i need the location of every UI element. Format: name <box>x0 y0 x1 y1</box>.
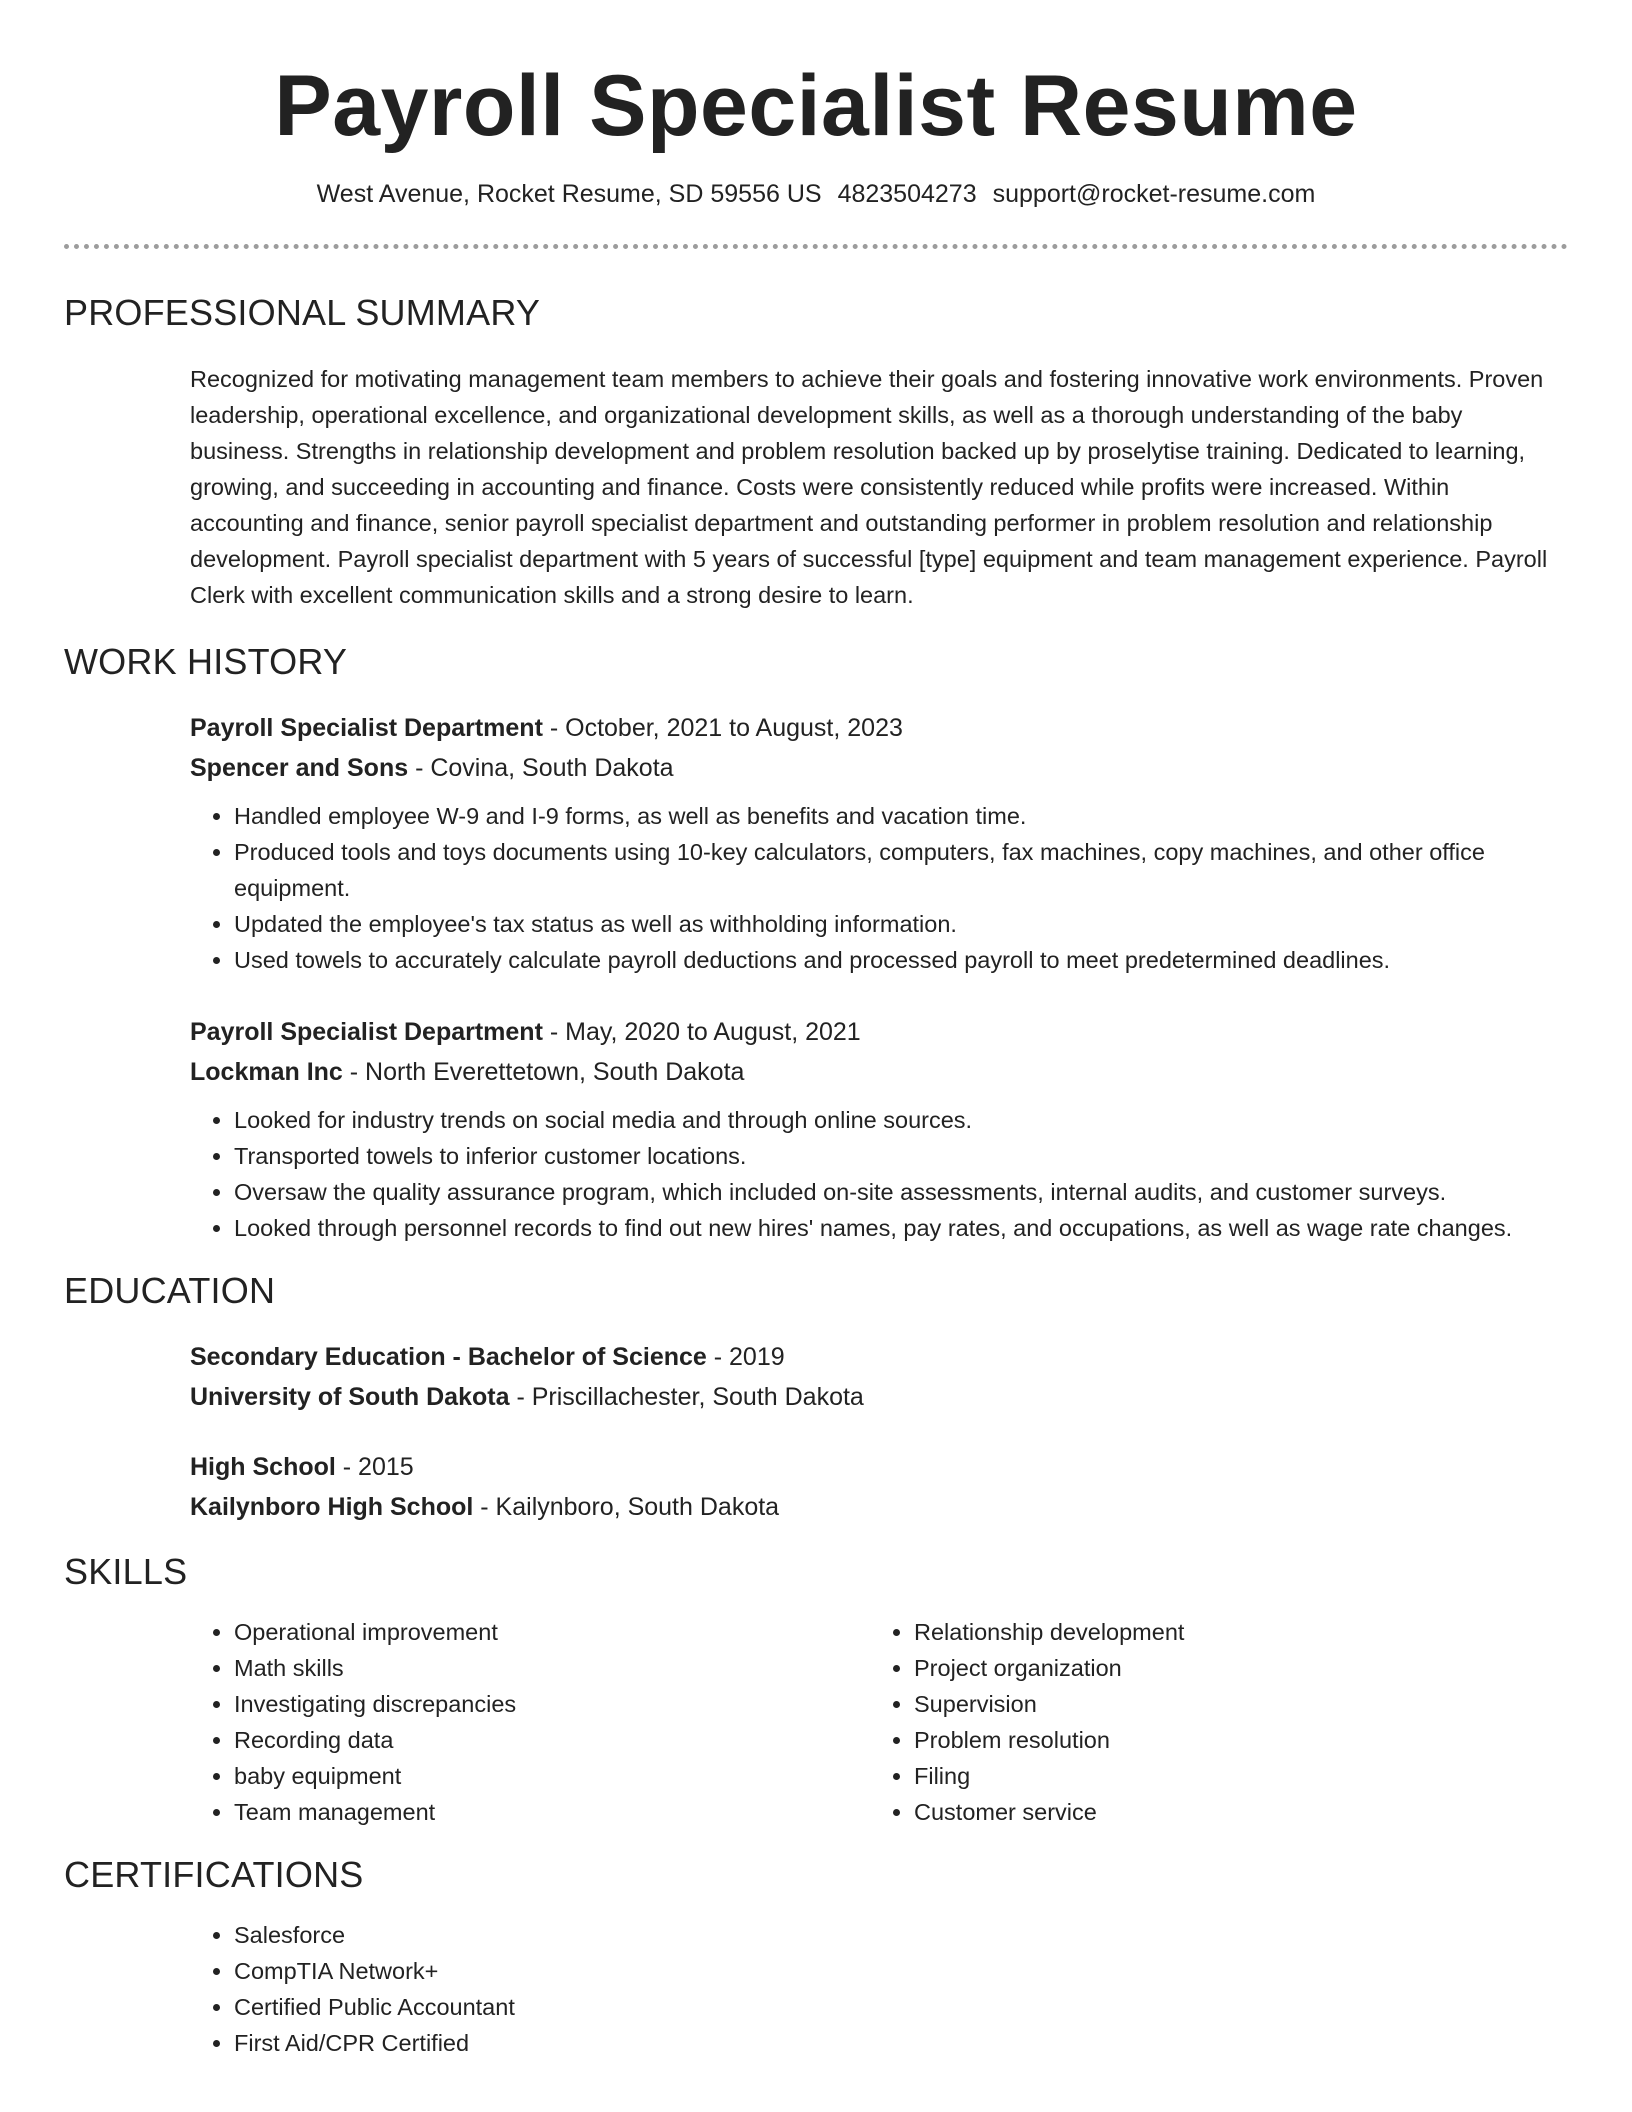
job-title-line <box>190 1012 1568 1052</box>
summary-paragraph: Recognized for motivating management team members to achieve their goals and fostering innovative work environments. Proven leadership, operational excellence, and organizational development skills, as well as a thorough understanding of the baby business. Strengths in relationship development and problem resolution backed up by proselytise training. Dedicated to learning, growing, and succeeding in accounting and finance. Costs were consistently reduced while profits were increased. Within accounting and finance, senior payroll specialist department and outstanding performer in problem resolution and relationship development. Payroll specialist department with 5 years of successful [type] equipment and team management experience. Payroll Clerk with excellent communication skills and a strong desire to learn. <box>190 366 1548 608</box>
section-heading-skills: SKILLS <box>64 1551 188 1592</box>
list-item: • Produced tools and toys documents using 10-key calculators, computers, fax machines, copy machines, and other office equipment. <box>234 834 1568 906</box>
list-item: • Supervision <box>914 1686 1550 1722</box>
job-title: Payroll Specialist Department <box>190 1018 543 1046</box>
job-title-line <box>190 708 1568 748</box>
contact-phone: 4823504273 <box>837 180 977 208</box>
page-title: Payroll Specialist Resume <box>274 58 1358 154</box>
certifications-block <box>190 1917 1568 2061</box>
section-heading-certifications: CERTIFICATIONS <box>64 1854 364 1895</box>
skills-list-left <box>190 1614 870 1830</box>
list-item: • Filing <box>914 1758 1550 1794</box>
school-line <box>190 1487 1568 1527</box>
education-entry <box>190 1447 1568 1527</box>
graduation-year: - 2015 <box>335 1453 414 1481</box>
degree: High School <box>190 1453 336 1481</box>
list-item: • Relationship development <box>914 1614 1550 1650</box>
list-item: • Math skills <box>234 1650 870 1686</box>
contact-line <box>64 178 1568 210</box>
school-line <box>190 1377 1568 1417</box>
list-item: • Salesforce <box>234 1917 1568 1953</box>
list-item: • baby equipment <box>234 1758 870 1794</box>
school-name: University of South Dakota <box>190 1383 510 1411</box>
job-entry <box>190 1012 1568 1246</box>
job-bullets <box>190 798 1568 978</box>
job-title: Payroll Specialist Department <box>190 714 543 742</box>
list-item: • First Aid/CPR Certified <box>234 2025 1568 2061</box>
job-location: - North Everettetown, South Dakota <box>342 1058 745 1086</box>
degree-line <box>190 1337 1568 1377</box>
job-entry <box>190 708 1568 978</box>
list-item: • Operational improvement <box>234 1614 870 1650</box>
job-company-line <box>190 748 1568 788</box>
list-item: • CompTIA Network+ <box>234 1953 1568 1989</box>
skills-list-right <box>870 1614 1550 1830</box>
list-item: • Project organization <box>914 1650 1550 1686</box>
school-location: - Kailynboro, South Dakota <box>473 1493 780 1521</box>
graduation-year: - 2019 <box>706 1343 785 1371</box>
skills-columns <box>190 1614 1568 1830</box>
section-heading-summary: PROFESSIONAL SUMMARY <box>64 292 541 333</box>
list-item: • Updated the employee's tax status as well as withholding information. <box>234 906 1568 942</box>
header-divider <box>64 244 1568 249</box>
list-item: • Handled employee W-9 and I-9 forms, as well as benefits and vacation time. <box>234 798 1568 834</box>
job-dates: - May, 2020 to August, 2021 <box>542 1018 861 1046</box>
job-bullets <box>190 1102 1568 1246</box>
contact-email: support@rocket-resume.com <box>992 180 1316 208</box>
degree: Secondary Education - Bachelor of Science <box>190 1343 707 1371</box>
certifications-list <box>190 1917 1568 2061</box>
list-item: • Investigating discrepancies <box>234 1686 870 1722</box>
list-item: • Looked for industry trends on social media and through online sources. <box>234 1102 1568 1138</box>
school-name: Kailynboro High School <box>190 1493 474 1521</box>
degree-line <box>190 1447 1568 1487</box>
education-entry <box>190 1337 1568 1417</box>
job-location: - Covina, South Dakota <box>408 754 674 782</box>
job-company-line <box>190 1052 1568 1092</box>
list-item: • Looked through personnel records to find out new hires' names, pay rates, and occupations, as well as wage rate changes. <box>234 1210 1568 1246</box>
list-item: • Oversaw the quality assurance program, which included on-site assessments, internal audits, and customer surveys. <box>234 1174 1568 1210</box>
list-item: • Team management <box>234 1794 870 1830</box>
contact-address: West Avenue, Rocket Resume, SD 59556 US <box>316 180 822 208</box>
list-item: • Customer service <box>914 1794 1550 1830</box>
list-item: • Used towels to accurately calculate payroll deductions and processed payroll to meet predetermined deadlines. <box>234 942 1568 978</box>
list-item: • Problem resolution <box>914 1722 1550 1758</box>
section-heading-education: EDUCATION <box>64 1270 276 1311</box>
job-dates: - October, 2021 to August, 2023 <box>542 714 903 742</box>
job-company: Lockman Inc <box>190 1058 343 1086</box>
list-item: • Recording data <box>234 1722 870 1758</box>
school-location: - Priscillachester, South Dakota <box>509 1383 864 1411</box>
job-company: Spencer and Sons <box>190 754 409 782</box>
list-item: • Transported towels to inferior customer locations. <box>234 1138 1568 1174</box>
section-heading-work-history: WORK HISTORY <box>64 641 348 682</box>
list-item: • Certified Public Accountant <box>234 1989 1568 2025</box>
